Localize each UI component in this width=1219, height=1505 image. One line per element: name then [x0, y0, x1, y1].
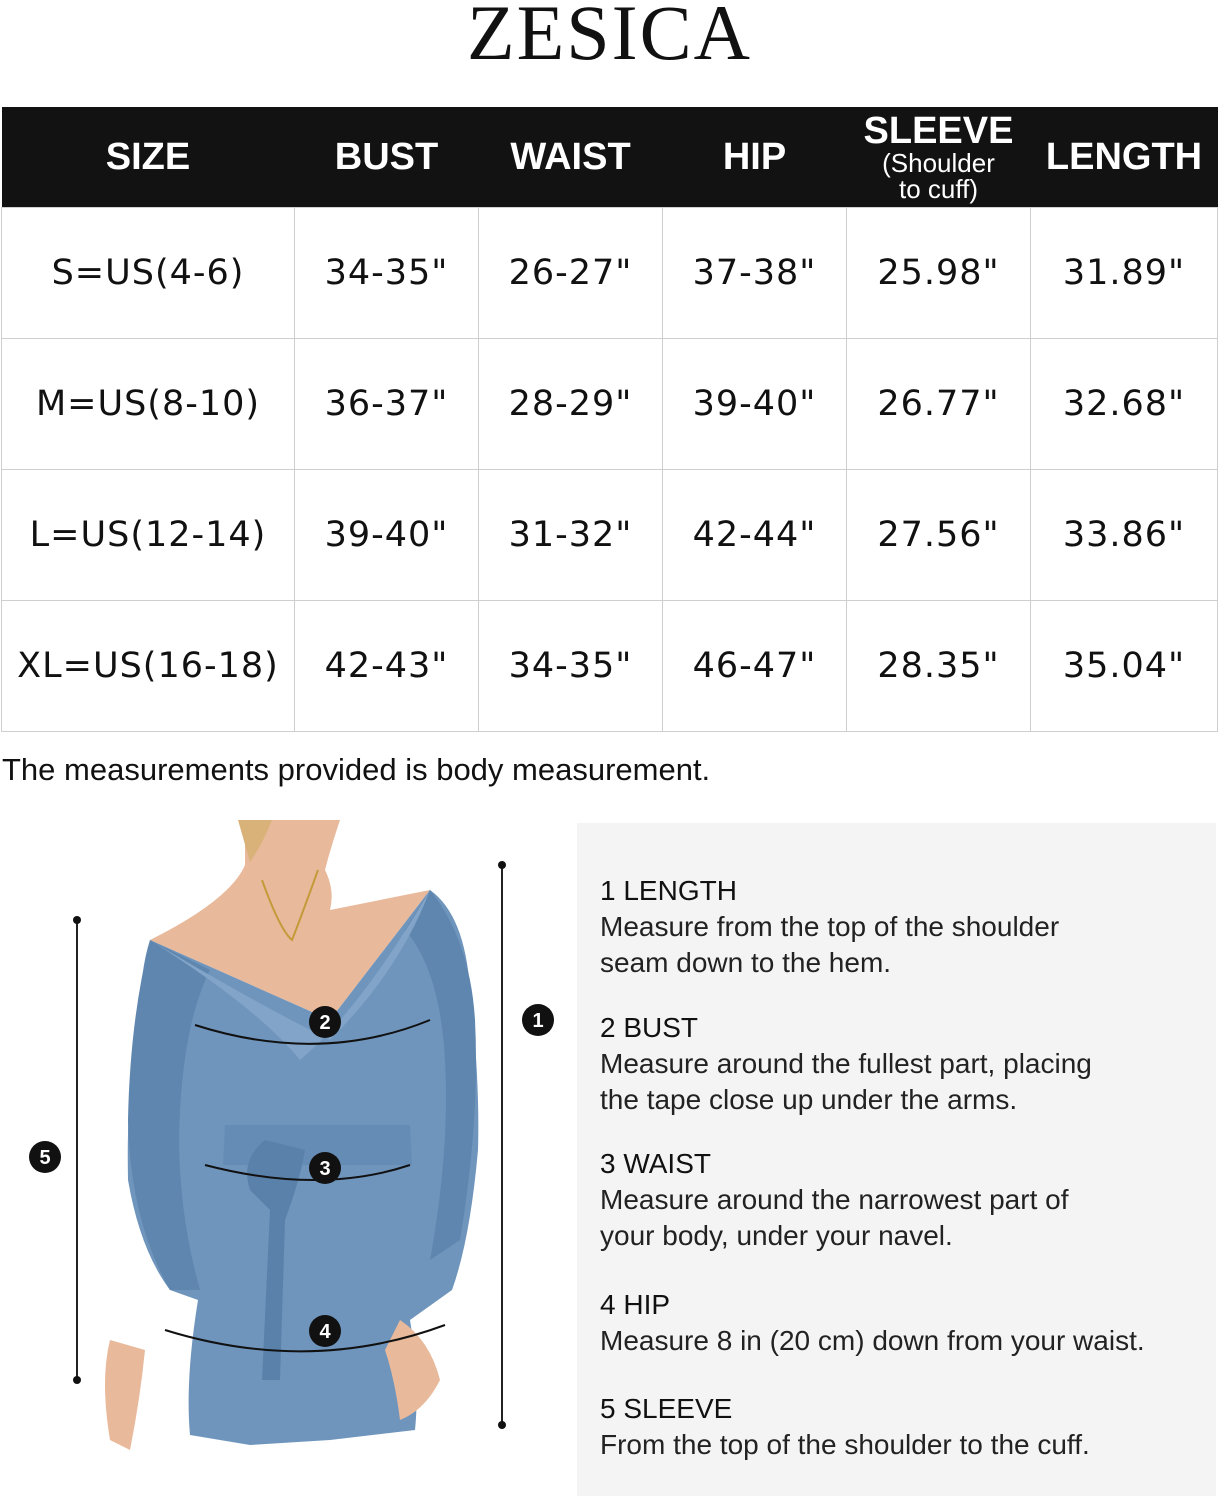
guide-hip-title: 4 HIP	[600, 1289, 671, 1320]
guide-bust-line-1: Measure around the fullest part, placing	[600, 1048, 1092, 1079]
cell-hip: 42-44"	[663, 470, 847, 601]
guide-hip	[600, 1287, 1200, 1359]
marker-2	[309, 1006, 341, 1038]
header-waist: WAIST	[479, 107, 663, 208]
marker-3-label: 3	[319, 1158, 331, 1180]
cell-bust: 36-37"	[295, 339, 479, 470]
marker-4	[309, 1315, 341, 1347]
cell-length: 33.86"	[1031, 470, 1218, 601]
table-row	[2, 208, 1218, 339]
guide-bust-title: 2 BUST	[600, 1012, 699, 1043]
marker-5-label: 5	[39, 1147, 51, 1169]
cell-waist: 34-35"	[479, 601, 663, 732]
guide-bust-line-2: the tape close up under the arms.	[600, 1084, 1018, 1115]
cell-bust: 39-40"	[295, 470, 479, 601]
guide-sleeve-title: 5 SLEEVE	[600, 1393, 733, 1424]
header-bust: BUST	[295, 107, 479, 208]
header-sleeve-sub-2: to cuff)	[898, 174, 978, 204]
guide-waist-line-1: Measure around the narrowest part of	[600, 1184, 1069, 1215]
guide-bust	[600, 1010, 1200, 1118]
cell-size: XL=US(16-18)	[2, 601, 295, 732]
size-chart-table	[1, 107, 1218, 732]
cell-waist: 28-29"	[479, 339, 663, 470]
guide-waist-title: 3 WAIST	[600, 1148, 711, 1179]
header-length: LENGTH	[1031, 107, 1218, 208]
cell-size: S=US(4-6)	[2, 208, 295, 339]
header-sleeve-sub-1: (Shoulder	[882, 148, 995, 178]
cell-length: 35.04"	[1031, 601, 1218, 732]
cell-bust: 34-35"	[295, 208, 479, 339]
guide-sleeve-line-1: From the top of the shoulder to the cuff.	[600, 1429, 1090, 1460]
guide-length	[600, 873, 1200, 981]
table-header-row	[2, 107, 1218, 208]
left-hand	[105, 1340, 145, 1450]
cell-length: 31.89"	[1031, 208, 1218, 339]
marker-5	[29, 1141, 61, 1173]
marker-2-label: 2	[319, 1012, 331, 1034]
cell-size: L=US(12-14)	[2, 470, 295, 601]
marker-1	[522, 1004, 554, 1036]
header-sleeve-label: SLEEVE	[863, 110, 1014, 152]
table-row	[2, 470, 1218, 601]
cell-hip: 37-38"	[663, 208, 847, 339]
cell-bust: 42-43"	[295, 601, 479, 732]
measurement-guide-panel	[577, 823, 1216, 1496]
cell-length: 32.68"	[1031, 339, 1218, 470]
cell-sleeve: 26.77"	[847, 339, 1031, 470]
header-sleeve	[847, 107, 1031, 208]
table-row	[2, 339, 1218, 470]
marker-4-label: 4	[319, 1321, 331, 1343]
cell-size: M=US(8-10)	[2, 339, 295, 470]
header-hip: HIP	[663, 107, 847, 208]
dress-illustration	[0, 820, 575, 1500]
cell-sleeve: 25.98"	[847, 208, 1031, 339]
measurement-figure	[0, 820, 575, 1500]
cell-waist: 31-32"	[479, 470, 663, 601]
cell-waist: 26-27"	[479, 208, 663, 339]
cell-hip: 39-40"	[663, 339, 847, 470]
measurement-note: The measurements provided is body measurement.	[2, 752, 711, 787]
cell-sleeve: 28.35"	[847, 601, 1031, 732]
guide-waist-line-2: your body, under your navel.	[600, 1220, 953, 1251]
brand-logo: ZESICA	[467, 0, 752, 76]
guide-waist	[600, 1146, 1200, 1254]
marker-3	[309, 1152, 341, 1184]
cell-hip: 46-47"	[663, 601, 847, 732]
guide-hip-line-1: Measure 8 in (20 cm) down from your waist.	[600, 1325, 1145, 1356]
guide-length-title: 1 LENGTH	[600, 875, 737, 906]
table-row	[2, 601, 1218, 732]
cell-sleeve: 27.56"	[847, 470, 1031, 601]
guide-length-line-2: seam down to the hem.	[600, 947, 892, 978]
header-size: SIZE	[2, 107, 295, 208]
guide-length-line-1: Measure from the top of the shoulder	[600, 911, 1060, 942]
guide-sleeve	[600, 1391, 1200, 1463]
marker-1-label: 1	[532, 1010, 544, 1032]
